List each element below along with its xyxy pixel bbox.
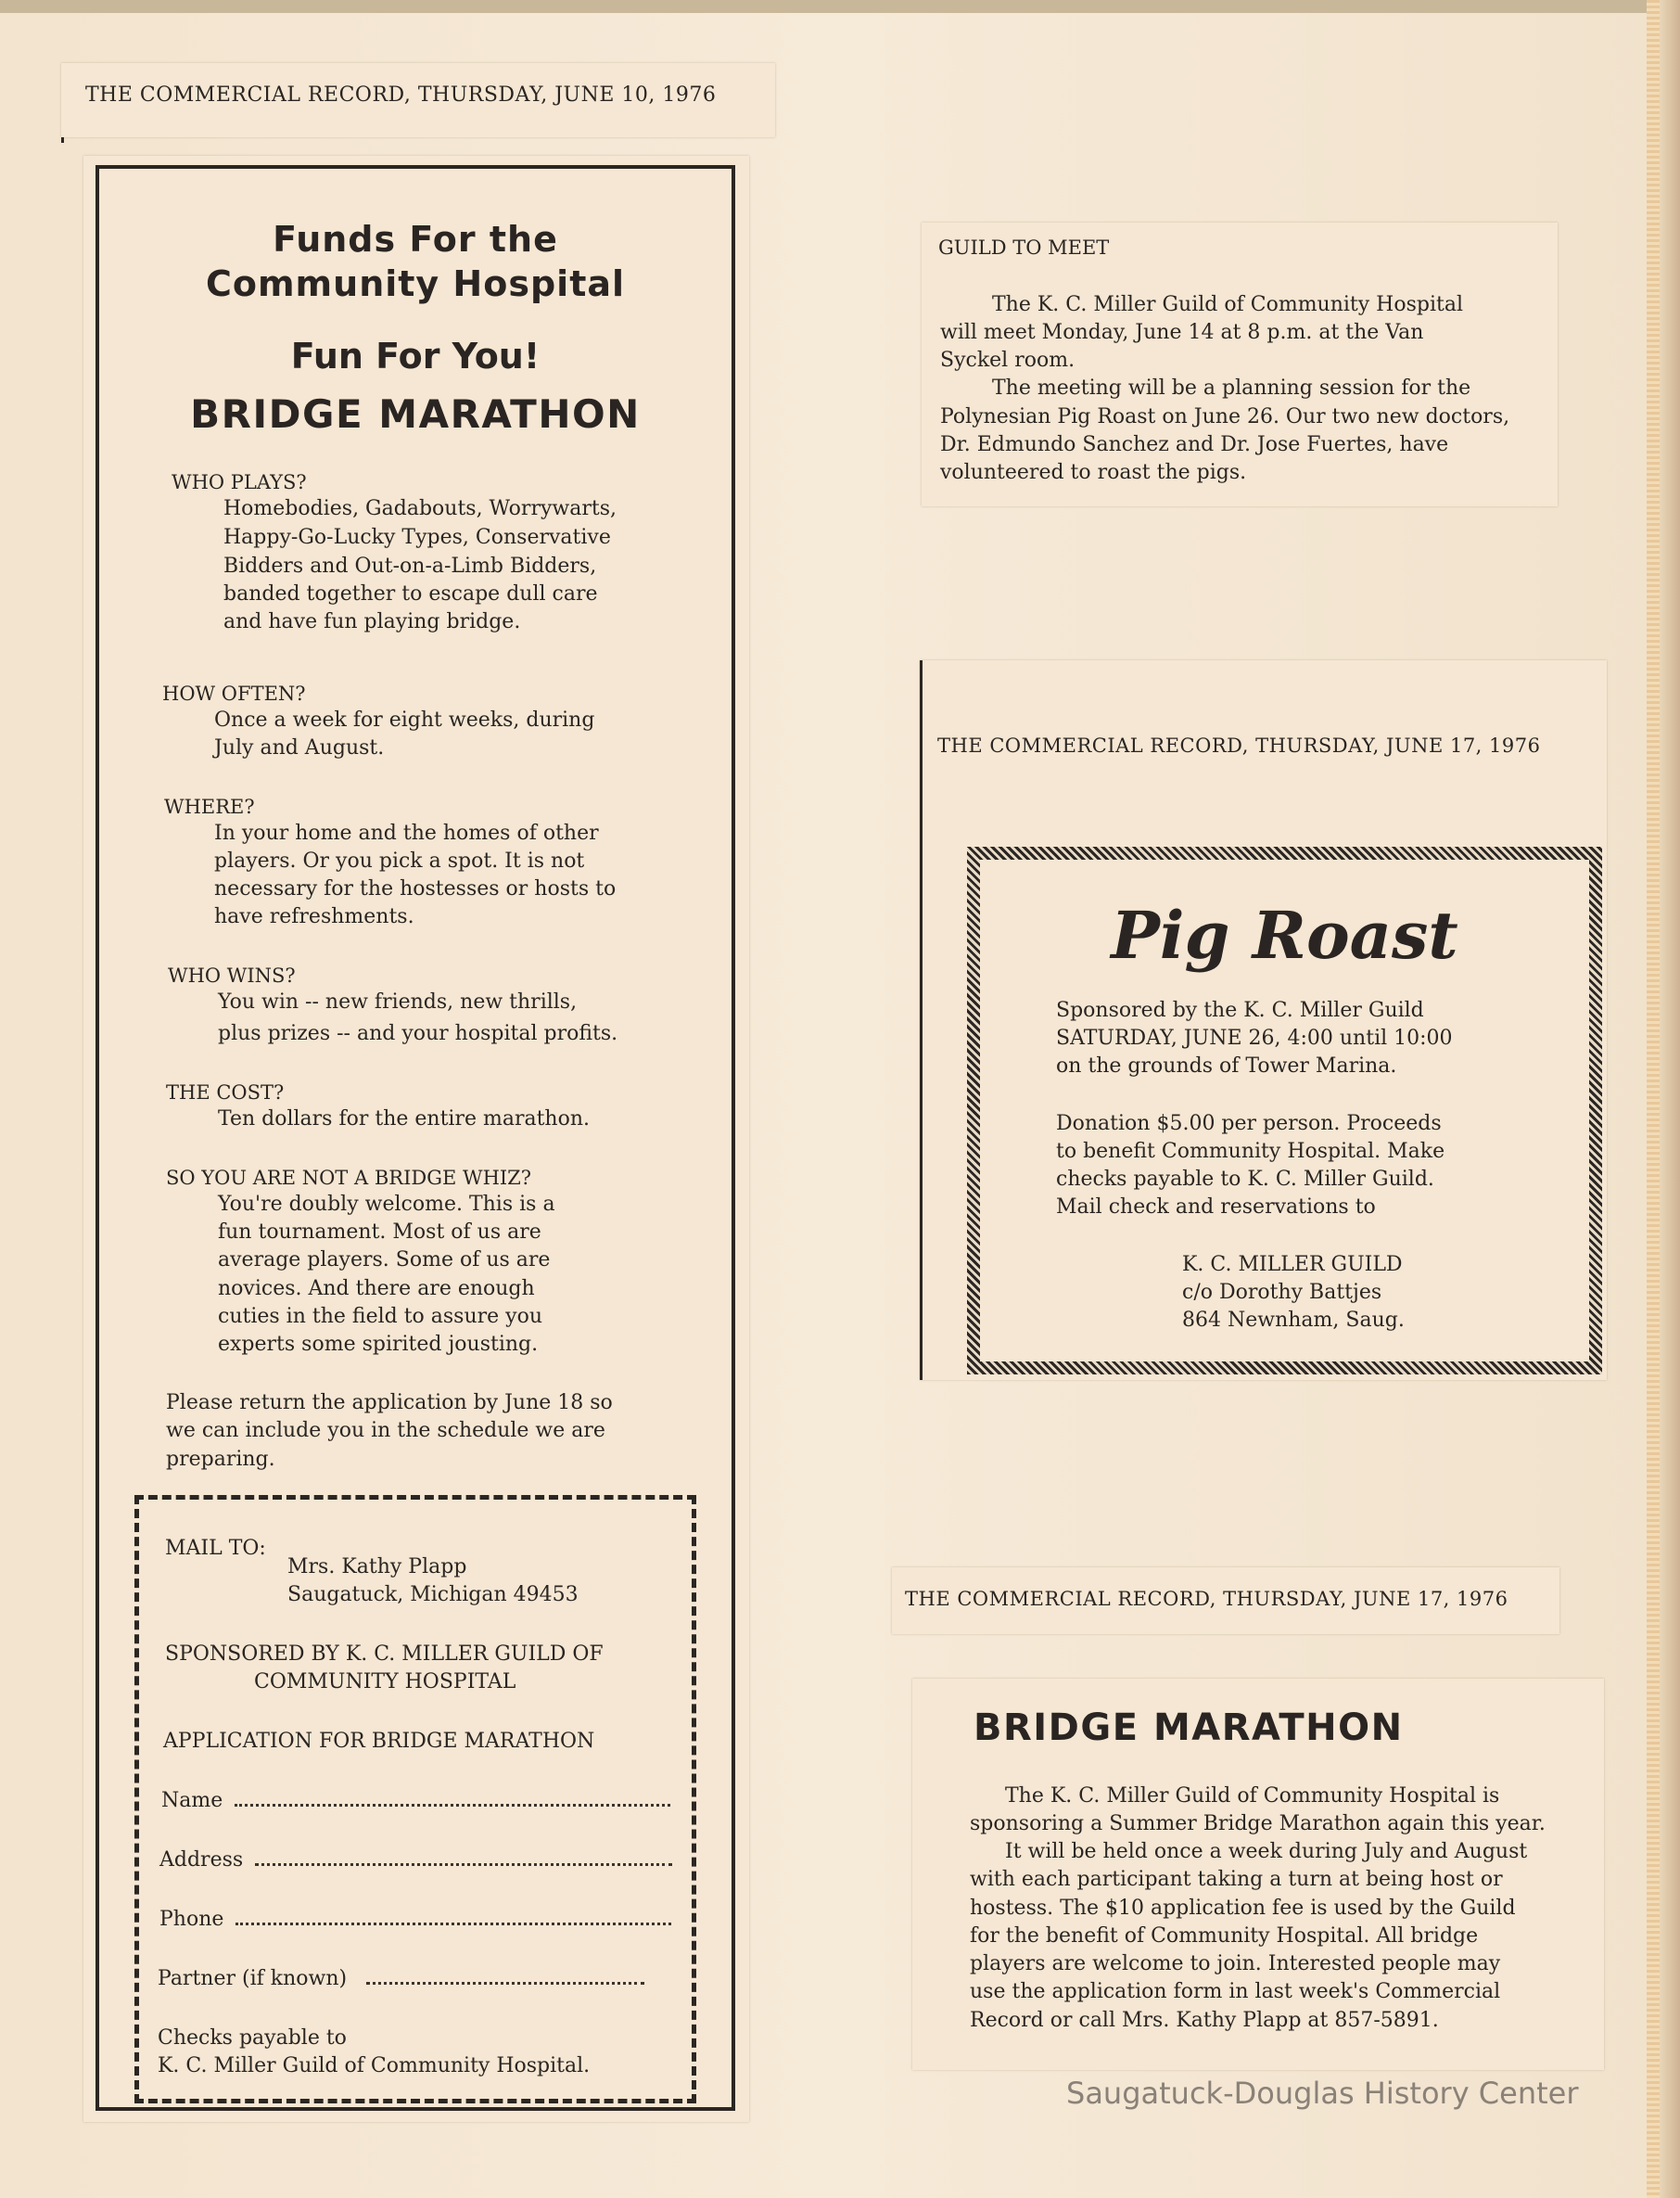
article-line: for the benefit of Community Hospital. All bridge xyxy=(970,1924,1479,1948)
sponsor-line2: COMMUNITY HOSPITAL xyxy=(254,1670,516,1693)
pig-line: Mail check and reservations to xyxy=(1056,1195,1376,1219)
guild-heading: GUILD TO MEET xyxy=(938,236,1110,259)
address-field[interactable] xyxy=(159,1847,672,1874)
guild-to-meet-clipping xyxy=(922,223,1558,506)
guild-line: Dr. Edmundo Sanchez and Dr. Jose Fuertes, have xyxy=(940,433,1449,456)
article-line: Record or call Mrs. Kathy Plapp at 857-5891. xyxy=(970,2009,1439,2032)
ad-headline: BRIDGE MARATHON xyxy=(190,391,641,437)
article-line: use the application form in last week's Commercial xyxy=(970,1980,1501,2003)
pig-address-line: K. C. MILLER GUILD xyxy=(1182,1253,1403,1276)
answer-line: You win -- new friends, new thrills, xyxy=(218,990,578,1014)
pig-line: checks payable to K. C. Miller Guild. xyxy=(1056,1168,1434,1191)
mail-to-name: Mrs. Kathy Plapp xyxy=(287,1555,467,1578)
name-field-label: Name xyxy=(161,1789,223,1812)
masthead-clipping-june-10 xyxy=(61,63,775,137)
answer-line: Happy-Go-Lucky Types, Conservative xyxy=(223,526,611,549)
page-top-edge xyxy=(0,0,1680,13)
binding-strip xyxy=(1647,0,1660,2198)
article-headline: BRIDGE MARATHON xyxy=(974,1706,1404,1749)
question-bridge-whiz: SO YOU ARE NOT A BRIDGE WHIZ? xyxy=(166,1167,532,1189)
question-how-often: HOW OFTEN? xyxy=(162,683,306,705)
pig-roast-title: Pig Roast xyxy=(1111,897,1458,974)
answer-line: and have fun playing bridge. xyxy=(223,610,521,633)
answer-line: novices. And there are enough xyxy=(218,1277,535,1300)
pig-line: SATURDAY, JUNE 26, 4:00 until 10:00 xyxy=(1056,1027,1453,1050)
guild-line: volunteered to roast the pigs. xyxy=(940,461,1247,484)
answer-line: players. Or you pick a spot. It is not xyxy=(214,850,585,873)
ad-subtitle: Fun For You! xyxy=(290,336,541,377)
answer-line: have refreshments. xyxy=(214,905,414,928)
guild-line: will meet Monday, June 14 at 8 p.m. at the Van xyxy=(940,321,1424,344)
masthead-clipping-june-17 xyxy=(892,1567,1559,1634)
article-line: The K. C. Miller Guild of Community Hospital is xyxy=(1005,1784,1500,1808)
answer-line: experts some spirited jousting. xyxy=(218,1333,539,1356)
pig-line: on the grounds of Tower Marina. xyxy=(1056,1054,1397,1078)
bridge-marathon-ad xyxy=(95,165,735,2111)
answer-line: cuties in the field to assure you xyxy=(218,1305,543,1328)
answer-line: banded together to escape dull care xyxy=(223,582,598,606)
answer-line: fun tournament. Most of us are xyxy=(218,1220,541,1244)
phone-field[interactable] xyxy=(159,1906,671,1934)
checks-line1: Checks payable to xyxy=(158,2026,347,2050)
name-field[interactable] xyxy=(161,1787,670,1815)
answer-line: Once a week for eight weeks, during xyxy=(214,709,595,732)
guild-line: The meeting will be a planning session for the xyxy=(992,377,1471,400)
application-form xyxy=(134,1495,696,2103)
guild-line: Polynesian Pig Roast on June 26. Our two new doctors, xyxy=(940,405,1510,428)
masthead-text: THE COMMERCIAL RECORD, THURSDAY, JUNE 10, 1976 xyxy=(85,83,717,107)
ad-title-line2: Community Hospital xyxy=(205,263,626,304)
answer-line: Ten dollars for the entire marathon. xyxy=(218,1107,591,1131)
partner-field-line xyxy=(366,1969,644,1985)
answer-line: July and August. xyxy=(214,736,385,760)
question-the-cost: THE COST? xyxy=(166,1081,285,1104)
guild-line: Syckel room. xyxy=(940,349,1075,372)
phone-field-label: Phone xyxy=(159,1908,224,1931)
answer-line: You're doubly welcome. This is a xyxy=(218,1193,555,1216)
article-line: with each participant taking a turn at being host or xyxy=(970,1868,1503,1891)
answer-line: plus prizes -- and your hospital profits. xyxy=(218,1022,618,1045)
masthead-text: THE COMMERCIAL RECORD, THURSDAY, JUNE 17, 1976 xyxy=(905,1588,1508,1610)
application-title: APPLICATION FOR BRIDGE MARATHON xyxy=(163,1730,595,1753)
name-field-line xyxy=(235,1791,670,1807)
answer-line: average players. Some of us are xyxy=(218,1248,551,1272)
answer-line: Homebodies, Gadabouts, Worrywarts, xyxy=(223,497,617,520)
history-center-watermark: Saugatuck-Douglas History Center xyxy=(1066,2076,1579,2111)
mail-to-label: MAIL TO: xyxy=(165,1537,266,1560)
address-field-line xyxy=(255,1850,672,1866)
pig-line: to benefit Community Hospital. Make xyxy=(1056,1140,1445,1163)
answer-line: Bidders and Out-on-a-Limb Bidders, xyxy=(223,555,597,578)
partner-field-label: Partner (if known) xyxy=(158,1967,348,1990)
question-where: WHERE? xyxy=(164,796,255,818)
answer-line: In your home and the homes of other xyxy=(214,822,599,845)
address-field-label: Address xyxy=(159,1848,244,1872)
question-who-plays: WHO PLAYS? xyxy=(172,471,307,493)
closing-line: Please return the application by June 18 so xyxy=(166,1391,613,1414)
ad-title-line1: Funds For the xyxy=(273,219,558,260)
sponsor-line1: SPONSORED BY K. C. MILLER GUILD OF xyxy=(165,1642,604,1666)
bridge-marathon-article-clipping xyxy=(912,1679,1604,2070)
checks-line2: K. C. Miller Guild of Community Hospital. xyxy=(158,2054,591,2077)
question-who-wins: WHO WINS? xyxy=(168,965,296,987)
partner-field[interactable] xyxy=(158,1965,644,1993)
pig-line: Donation $5.00 per person. Proceeds xyxy=(1056,1112,1442,1135)
article-line: players are welcome to join. Interested people may xyxy=(970,1952,1501,1975)
pig-line: Sponsored by the K. C. Miller Guild xyxy=(1056,999,1424,1022)
pig-address-line: c/o Dorothy Battjes xyxy=(1182,1281,1382,1304)
phone-field-line xyxy=(235,1910,671,1925)
mail-to-city: Saugatuck, Michigan 49453 xyxy=(287,1583,579,1606)
article-line: sponsoring a Summer Bridge Marathon again this year. xyxy=(970,1812,1546,1835)
answer-line: necessary for the hostesses or hosts to xyxy=(214,877,617,901)
closing-line: preparing. xyxy=(166,1448,275,1471)
pig-roast-ad xyxy=(967,847,1602,1374)
pig-address-line: 864 Newnham, Saug. xyxy=(1182,1309,1405,1332)
article-line: hostess. The $10 application fee is used by the Guild xyxy=(970,1897,1516,1920)
guild-line: The K. C. Miller Guild of Community Hospital xyxy=(992,293,1464,316)
masthead-text: THE COMMERCIAL RECORD, THURSDAY, JUNE 17, 1976 xyxy=(937,735,1541,757)
article-line: It will be held once a week during July and August xyxy=(1005,1840,1528,1863)
page-right-edge xyxy=(1660,0,1680,2198)
closing-line: we can include you in the schedule we are xyxy=(166,1419,605,1442)
